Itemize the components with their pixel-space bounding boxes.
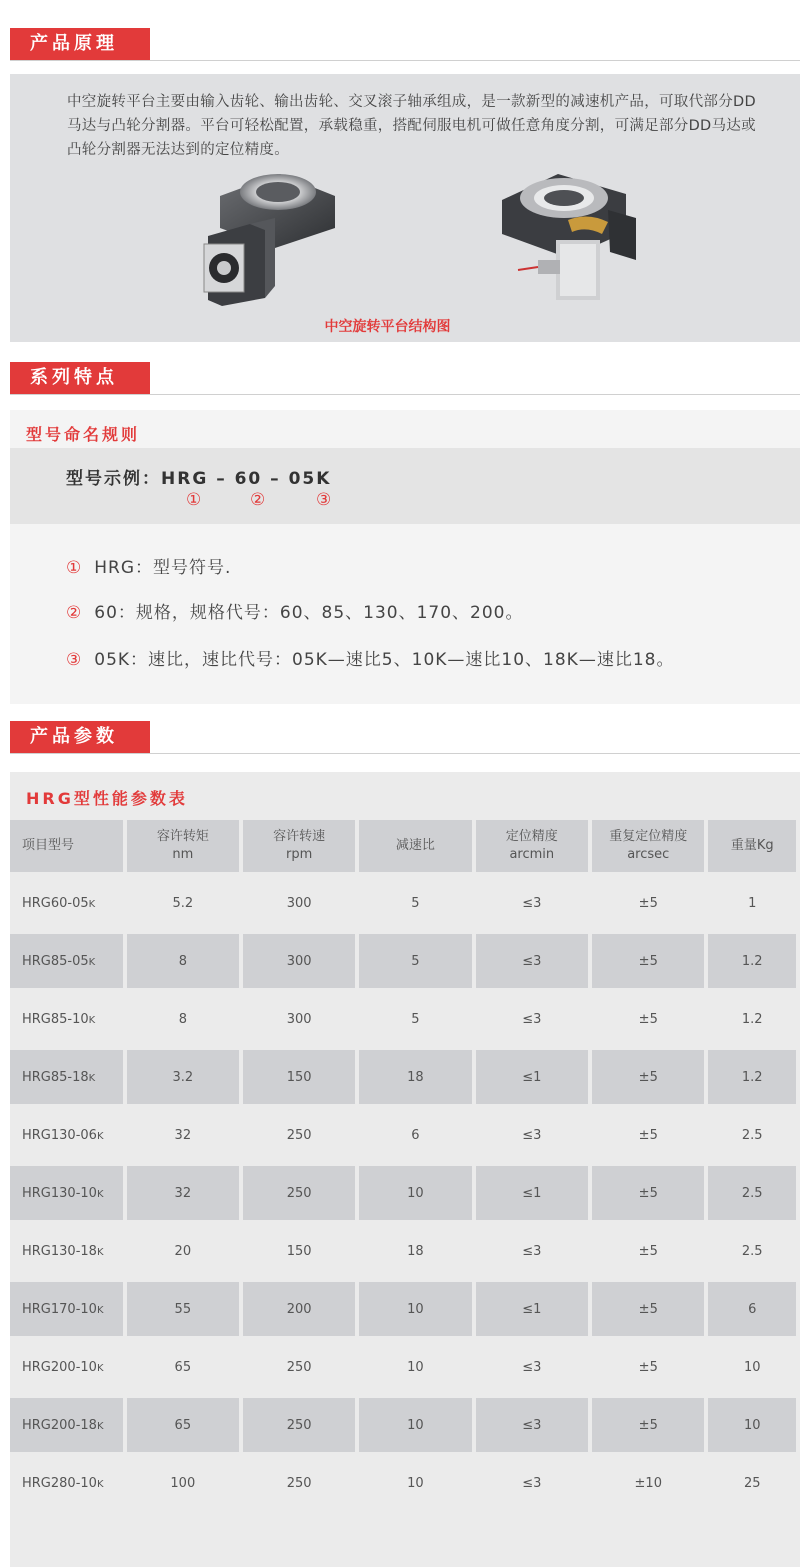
cell-ratio: 10 [407, 1475, 424, 1491]
table-row [10, 1166, 796, 1220]
cell-torque: 65 [127, 1398, 239, 1452]
cell-model: HRG85-05K [10, 934, 123, 988]
col-header-positioning: 定位精度 arcmin [476, 820, 588, 872]
cell-repeatability: ±5 [638, 895, 658, 911]
divider [10, 394, 800, 395]
cell-ratio: 5 [411, 1011, 420, 1027]
params-table-title: HRG型性能参数表 [26, 789, 188, 808]
col-header-weight: 重量Kg [708, 820, 796, 872]
section-title-features: 系列特点 [10, 362, 150, 394]
cell-speed: 250 [243, 1398, 355, 1452]
divider [10, 753, 800, 754]
cell-weight: 1.2 [708, 934, 796, 988]
cell-positioning: ≤1 [476, 1282, 588, 1336]
marker-1: ① [186, 490, 202, 510]
cell-torque: 8 [178, 1011, 187, 1027]
table-row [10, 1108, 796, 1162]
col-header-repeatability: 重复定位精度 arcsec [592, 820, 704, 872]
cell-positioning: ≤3 [476, 934, 588, 988]
params-panel [10, 772, 800, 1567]
rule-text: HRG：型号符号. [94, 558, 232, 578]
cell-torque: 32 [174, 1127, 192, 1143]
cell-repeatability: ±5 [638, 1359, 658, 1375]
cell-ratio: 18 [407, 1243, 424, 1259]
cell-model: HRG60-05K [22, 895, 96, 911]
cell-weight: 10 [708, 1398, 796, 1452]
cell-torque: 100 [170, 1475, 196, 1491]
cell-model: HRG130-10K [10, 1166, 123, 1220]
rotary-platform-cutaway-image [498, 170, 638, 306]
cell-positioning: ≤1 [476, 1166, 588, 1220]
cell-positioning: ≤3 [522, 1011, 542, 1027]
cell-speed: 250 [286, 1475, 312, 1491]
cell-positioning: ≤3 [522, 1475, 542, 1491]
rule-text: 05K：速比，速比代号：05K—速比5、10K—速比10、18K—速比18。 [94, 650, 675, 670]
cell-repeatability: ±5 [592, 934, 704, 988]
cell-positioning: ≤3 [476, 1398, 588, 1452]
table-row [10, 1224, 796, 1278]
table-row [10, 1340, 796, 1394]
cell-weight: 10 [743, 1359, 761, 1375]
intro-text: 中空旋转平台主要由输入齿轮、输出齿轮、交叉滚子轴承组成，是一款新型的减速机产品，可取代部分DD马达与凸轮分割器。平台可轻松配置，承载稳重，搭配伺服电机可做任意角度分割，可满足部分DD马达或凸轮分割器无法达到的定位精度。 [67, 94, 756, 158]
cell-speed: 300 [243, 934, 355, 988]
table-row [10, 1050, 796, 1104]
divider [10, 60, 800, 61]
cell-ratio: 18 [359, 1050, 471, 1104]
table-row [10, 1282, 796, 1336]
cell-repeatability: ±10 [634, 1475, 662, 1491]
cell-model: HRG170-10K [10, 1282, 123, 1336]
cell-positioning: ≤3 [522, 1243, 542, 1259]
naming-rule [66, 598, 524, 623]
cell-model: HRG85-18K [10, 1050, 123, 1104]
cell-speed: 250 [286, 1359, 312, 1375]
rule-number: ③ [66, 650, 83, 670]
table-row [10, 1456, 796, 1510]
col-header-model: 项目型号 [10, 820, 123, 872]
intro-panel [10, 74, 800, 342]
cell-model: HRG280-10K [22, 1475, 104, 1491]
cell-weight: 2.5 [741, 1243, 763, 1259]
col-header-torque: 容许转矩 nm [127, 820, 239, 872]
cell-positioning: ≤3 [522, 895, 542, 911]
rotary-platform-image [190, 166, 340, 306]
naming-example-band [10, 448, 800, 524]
cell-weight: 6 [708, 1282, 796, 1336]
cell-ratio: 10 [359, 1398, 471, 1452]
naming-panel [10, 410, 800, 704]
cell-speed: 250 [243, 1166, 355, 1220]
cell-model: HRG200-18K [10, 1398, 123, 1452]
cell-speed: 300 [286, 895, 312, 911]
cell-weight: 2.5 [708, 1166, 796, 1220]
cell-speed: 150 [243, 1050, 355, 1104]
rule-number: ① [66, 558, 83, 578]
naming-title: 型号命名规则 [26, 425, 141, 444]
cell-torque: 8 [127, 934, 239, 988]
col-header-speed: 容许转速 rpm [243, 820, 355, 872]
cell-positioning: ≤1 [476, 1050, 588, 1104]
cell-weight: 25 [743, 1475, 761, 1491]
cell-speed: 150 [286, 1243, 312, 1259]
figure-caption: 中空旋转平台结构图 [324, 319, 451, 335]
cell-ratio: 10 [359, 1282, 471, 1336]
table-row [10, 992, 796, 1046]
cell-weight: 1 [748, 895, 757, 911]
cell-model: HRG130-18K [22, 1243, 104, 1259]
section-title-params: 产品参数 [10, 721, 150, 753]
cell-weight: 1.2 [741, 1011, 763, 1027]
cell-positioning: ≤3 [522, 1359, 542, 1375]
cell-torque: 20 [174, 1243, 192, 1259]
section-title-principle: 产品原理 [10, 28, 150, 60]
rule-text: 60：规格，规格代号：60、85、130、170、200。 [94, 603, 524, 623]
cell-repeatability: ±5 [638, 1011, 658, 1027]
cell-speed: 300 [286, 1011, 312, 1027]
cell-repeatability: ±5 [592, 1282, 704, 1336]
cell-torque: 55 [127, 1282, 239, 1336]
cell-ratio: 5 [359, 934, 471, 988]
marker-3: ③ [316, 490, 332, 510]
cell-ratio: 5 [411, 895, 420, 911]
cell-model: HRG200-10K [22, 1359, 104, 1375]
table-header-row [10, 820, 796, 872]
marker-2: ② [250, 490, 266, 510]
cell-weight: 2.5 [741, 1127, 763, 1143]
cell-repeatability: ±5 [638, 1243, 658, 1259]
cell-torque: 65 [174, 1359, 192, 1375]
cell-model: HRG130-06K [22, 1127, 104, 1143]
cell-ratio: 10 [359, 1166, 471, 1220]
naming-rule [66, 553, 231, 578]
cell-torque: 3.2 [127, 1050, 239, 1104]
cell-positioning: ≤3 [522, 1127, 542, 1143]
cell-speed: 200 [243, 1282, 355, 1336]
cell-weight: 1.2 [708, 1050, 796, 1104]
table-row [10, 934, 796, 988]
cell-repeatability: ±5 [638, 1127, 658, 1143]
col-header-ratio: 减速比 [359, 820, 471, 872]
cell-ratio: 10 [407, 1359, 424, 1375]
rule-number: ② [66, 603, 83, 623]
cell-speed: 250 [286, 1127, 312, 1143]
table-row [10, 1398, 796, 1452]
cell-torque: 5.2 [172, 895, 194, 911]
cell-ratio: 6 [411, 1127, 420, 1143]
params-table [6, 816, 800, 1514]
cell-repeatability: ±5 [592, 1398, 704, 1452]
table-row [10, 876, 796, 930]
cell-model: HRG85-10K [22, 1011, 96, 1027]
cell-repeatability: ±5 [592, 1050, 704, 1104]
cell-repeatability: ±5 [592, 1166, 704, 1220]
naming-example: 型号示例：HRG – 60 – 05K [66, 469, 332, 489]
naming-rule [66, 645, 674, 670]
cell-torque: 32 [127, 1166, 239, 1220]
